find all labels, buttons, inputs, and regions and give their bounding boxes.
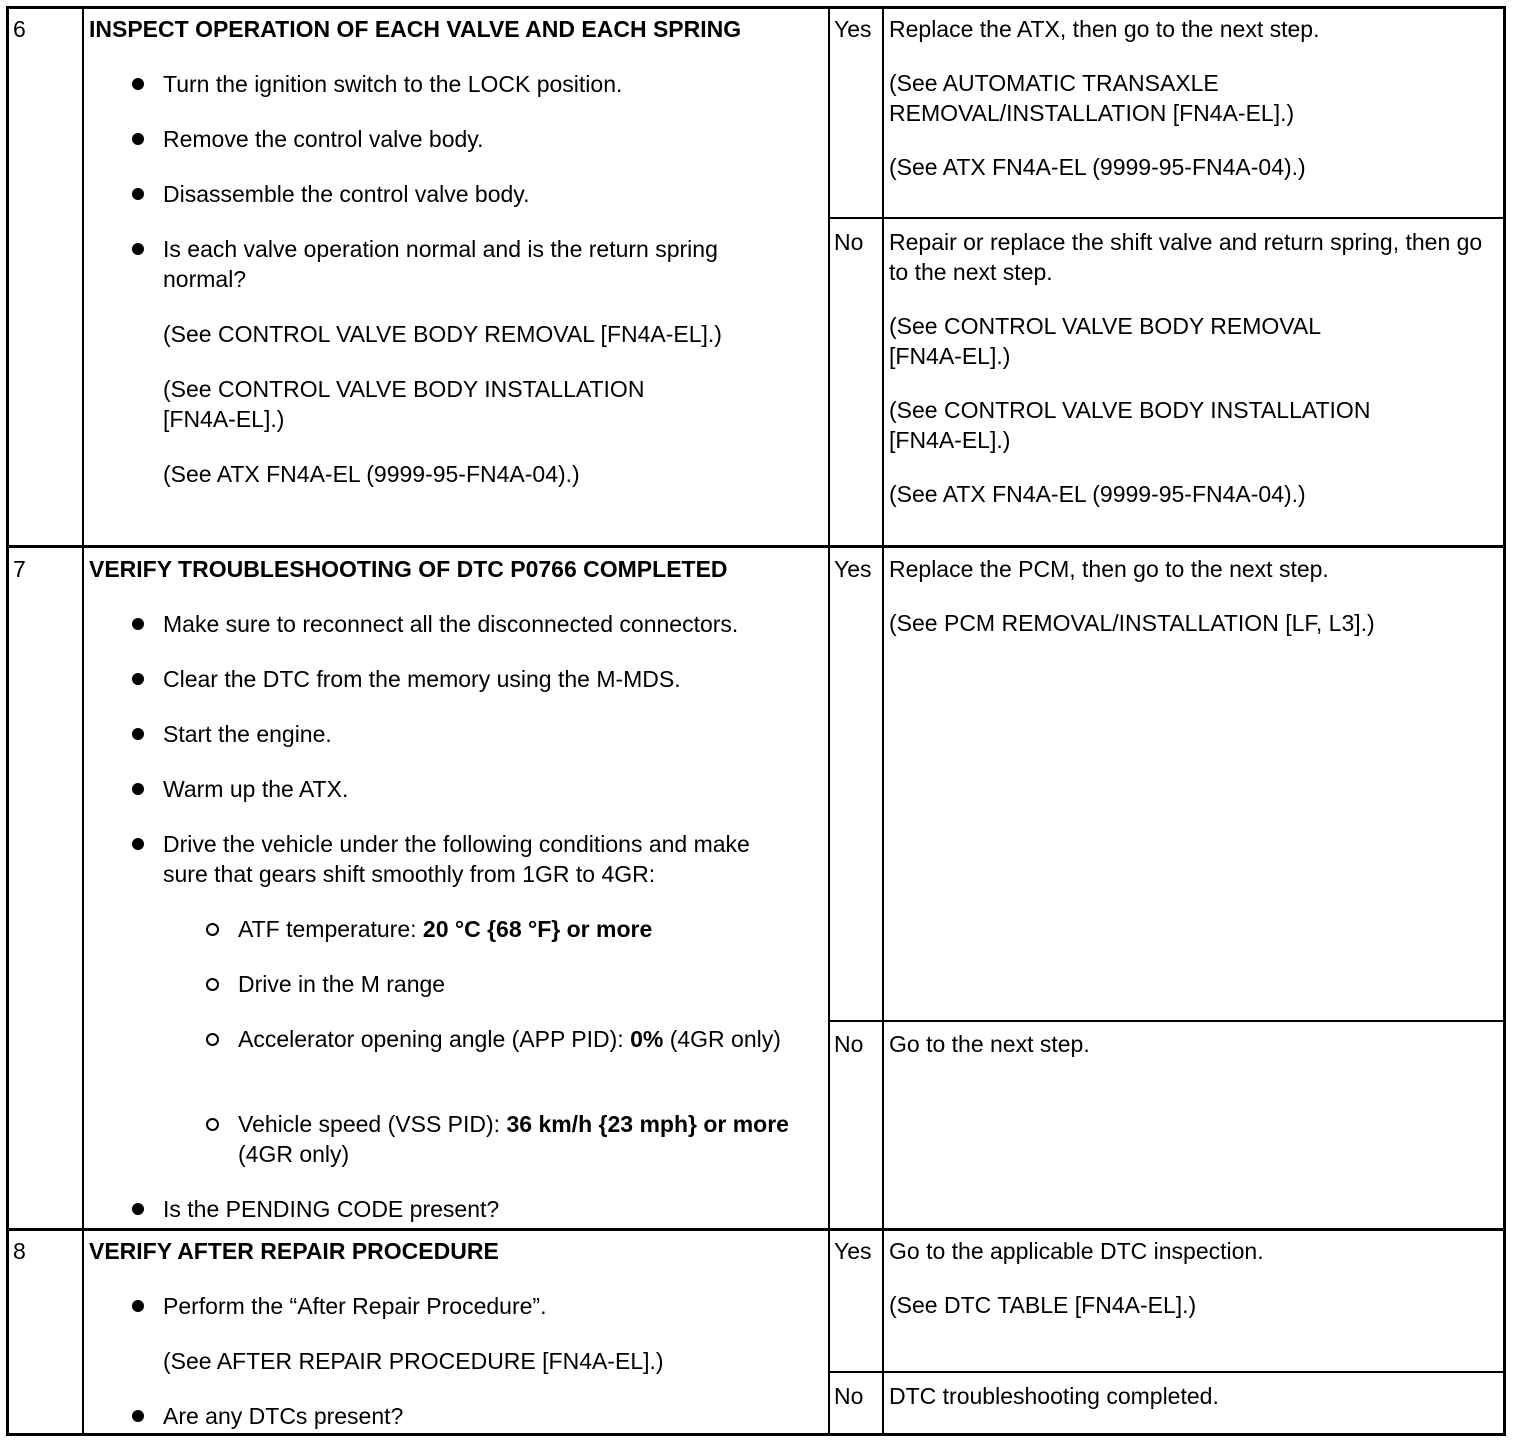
step-bullet: Remove the control valve body. (163, 126, 484, 152)
bullet-icon (132, 78, 144, 90)
step-bullet: Is the PENDING CODE present? (163, 1196, 500, 1222)
condition-range: Drive in the M range (238, 971, 446, 997)
row-divider-6-7 (6, 545, 1506, 548)
answer-yes-result (889, 1236, 1501, 1344)
step-title: INSPECT OPERATION OF EACH VALVE AND EACH SPRING (89, 16, 742, 42)
bullet-icon (132, 838, 144, 850)
result-line: (See CONTROL VALVE BODY INSTALLATION [FN4A-EL].) (889, 397, 1371, 453)
answer-yes-label: Yes (834, 556, 872, 582)
step-bullet: Start the engine. (163, 721, 332, 747)
bullet-icon (132, 728, 144, 740)
condition-label: Vehicle speed (VSS PID): (238, 1111, 507, 1137)
answer-yes-label: Yes (834, 1238, 872, 1264)
result-line: Replace the ATX, then go to the next step. (889, 16, 1320, 42)
result-line: Repair or replace the shift valve and return spring, then go to the next step. (889, 229, 1483, 285)
condition-note: (4GR only) (238, 1141, 350, 1167)
step-number: 8 (13, 1238, 26, 1264)
row6-yes-no-divider (828, 217, 1506, 219)
condition-vehicle-speed (238, 1109, 793, 1169)
bullet-icon (132, 1203, 144, 1215)
step-bullet: Are any DTCs present? (163, 1403, 404, 1429)
step-bullet: Turn the ignition switch to the LOCK position. (163, 71, 623, 97)
column-divider-result (882, 6, 884, 1436)
answer-yes-result (889, 14, 1501, 206)
condition-label: Accelerator opening angle (APP PID): (238, 1026, 631, 1052)
step-reference: (See CONTROL VALVE BODY INSTALLATION [FN4A-EL].) (163, 376, 645, 432)
bullet-icon (132, 243, 144, 255)
result-line: (See DTC TABLE [FN4A-EL].) (889, 1292, 1197, 1318)
answer-no-label: No (834, 1383, 864, 1409)
condition-accelerator (238, 1024, 783, 1054)
result-line: Replace the PCM, then go to the next step. (889, 556, 1329, 582)
condition-note: (4GR only) (663, 1026, 781, 1052)
step-title: VERIFY TROUBLESHOOTING OF DTC P0766 COMPLETED (89, 556, 728, 582)
bullet-icon (132, 618, 144, 630)
answer-no-result (889, 1381, 1501, 1435)
step-bullet: Clear the DTC from the memory using the M-MDS. (163, 666, 681, 692)
step-number: 6 (13, 16, 26, 42)
step-bullet: Disassemble the control valve body. (163, 181, 530, 207)
column-divider-action (828, 6, 830, 1436)
row8-yes-no-divider (828, 1371, 1506, 1373)
condition-value: 0% (630, 1026, 664, 1052)
result-line: Go to the applicable DTC inspection. (889, 1238, 1264, 1264)
bullet-icon (132, 188, 144, 200)
answer-no-label: No (834, 1031, 864, 1057)
condition-value: 20 °C {68 °F} or more (422, 916, 653, 942)
bullet-icon (132, 1410, 144, 1422)
answer-no-result (889, 227, 1501, 533)
result-line: (See ATX FN4A-EL (9999-95-FN4A-04).) (889, 154, 1306, 180)
step-bullet: Drive the vehicle under the following conditions and make sure that gears shift smoothly from 1GR to 4GR: (163, 831, 750, 887)
bullet-icon (132, 1300, 144, 1312)
step-title: VERIFY AFTER REPAIR PROCEDURE (89, 1238, 499, 1264)
answer-no-label: No (834, 229, 864, 255)
step-reference: (See ATX FN4A-EL (9999-95-FN4A-04).) (163, 461, 580, 487)
result-line: (See AUTOMATIC TRANSAXLE REMOVAL/INSTALLATION [FN4A-EL].) (889, 70, 1295, 126)
bullet-icon (132, 673, 144, 685)
step-reference: (See CONTROL VALVE BODY REMOVAL [FN4A-EL].) (163, 321, 722, 347)
row7-yes-no-divider (828, 1020, 1506, 1022)
result-line: Go to the next step. (889, 1031, 1090, 1057)
result-line: (See ATX FN4A-EL (9999-95-FN4A-04).) (889, 481, 1306, 507)
answer-yes-result (889, 554, 1501, 662)
sub-bullet-icon (206, 1118, 219, 1131)
step-bullet: Make sure to reconnect all the disconnected connectors. (163, 611, 739, 637)
bullet-icon (132, 783, 144, 795)
column-divider-step (82, 6, 84, 1436)
step-bullet: Perform the “After Repair Procedure”. (163, 1293, 547, 1319)
answer-no-result (889, 1029, 1501, 1083)
step-bullet: Is each valve operation normal and is the return spring normal? (163, 236, 718, 292)
condition-value: 36 km/h {23 mph} or more (506, 1111, 789, 1137)
sub-bullet-icon (206, 1033, 219, 1046)
result-line: (See CONTROL VALVE BODY REMOVAL [FN4A-EL].) (889, 313, 1321, 369)
sub-bullet-icon (206, 978, 219, 991)
row-divider-7-8 (6, 1228, 1506, 1231)
bullet-icon (132, 133, 144, 145)
sub-bullet-icon (206, 923, 219, 936)
step-number: 7 (13, 556, 26, 582)
answer-yes-label: Yes (834, 16, 872, 42)
condition-atf-temperature (238, 914, 798, 944)
step-reference: (See AFTER REPAIR PROCEDURE [FN4A-EL].) (163, 1348, 664, 1374)
condition-label: ATF temperature: (238, 916, 423, 942)
step-bullet: Warm up the ATX. (163, 776, 349, 802)
result-line: (See PCM REMOVAL/INSTALLATION [LF, L3].) (889, 610, 1375, 636)
result-line: DTC troubleshooting completed. (889, 1383, 1219, 1409)
